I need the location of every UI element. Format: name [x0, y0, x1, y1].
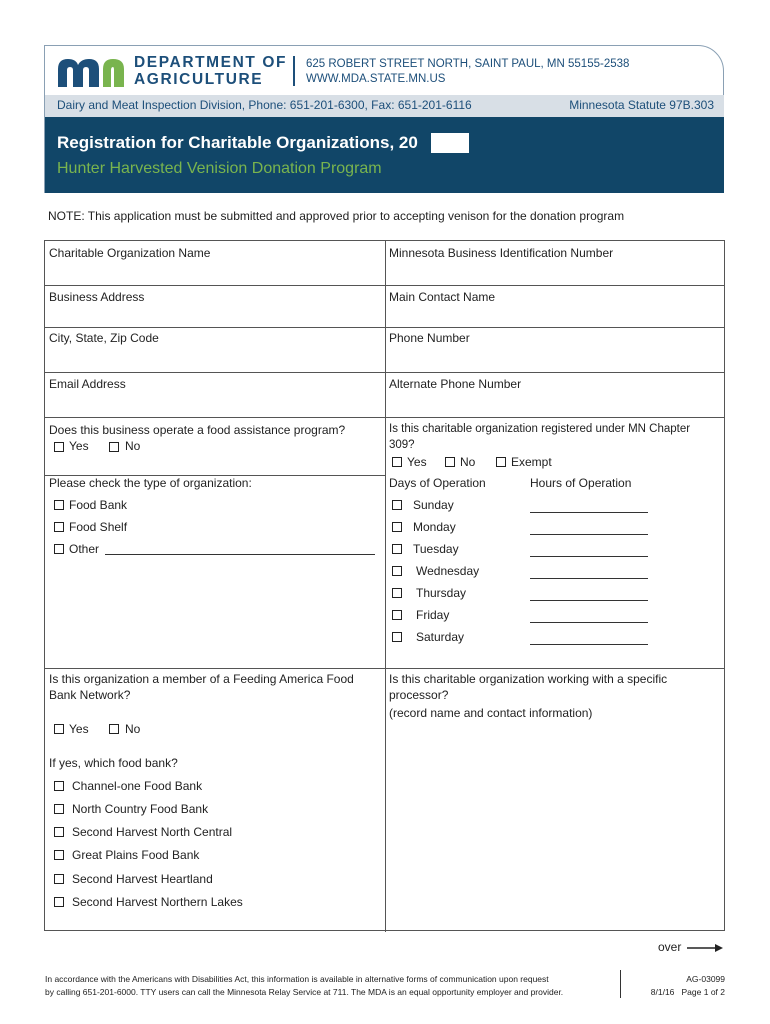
chapter-309-yes-checkbox[interactable] [392, 457, 402, 467]
which-food-bank-prompt: If yes, which food bank? [49, 756, 178, 770]
city-state-zip-label[interactable]: City, State, Zip Code [49, 331, 159, 345]
form-date: 8/1/16 [650, 987, 675, 997]
chapter-309-question-1: Is this charitable organization registered under MN Chapter [389, 423, 691, 435]
row-divider [45, 327, 724, 328]
chapter-309-question-2: 309? [389, 439, 415, 451]
channel-one-checkbox[interactable] [54, 781, 64, 791]
over-text: over [658, 940, 682, 954]
food-assistance-no-label: No [125, 439, 141, 453]
processor-question-1: Is this charitable organization working with a specific [389, 672, 668, 686]
monday-checkbox[interactable] [392, 522, 402, 532]
thursday-label: Thursday [416, 586, 467, 600]
processor-input-area[interactable] [386, 731, 723, 930]
food-assistance-yes-label: Yes [69, 439, 89, 453]
monday-label: Monday [413, 520, 456, 534]
email-label[interactable]: Email Address [49, 377, 126, 391]
great-plains-checkbox[interactable] [54, 850, 64, 860]
org-type-prompt: Please check the type of organization: [49, 476, 252, 490]
business-address-label[interactable]: Business Address [49, 290, 145, 304]
mn-business-id-label[interactable]: Minnesota Business Identification Number [389, 246, 614, 260]
monday-hours-line[interactable] [530, 534, 648, 535]
registration-form [44, 240, 725, 931]
page-number: Page 1 of 2 [681, 987, 725, 997]
header-address-block [306, 57, 629, 87]
tuesday-hours-line[interactable] [530, 556, 648, 557]
other-label: Other [69, 542, 100, 556]
submission-note: NOTE: This application must be submitted and approved prior to accepting venison for the donation program [48, 209, 625, 223]
thursday-checkbox[interactable] [392, 588, 402, 598]
division-info: Dairy and Meat Inspection Division, Phone: 651-201-6300, Fax: 651-201-6116 [57, 98, 472, 112]
hours-header: Hours of Operation [530, 476, 632, 490]
arrow-right-icon [687, 943, 723, 953]
title-banner [45, 117, 724, 193]
tuesday-checkbox[interactable] [392, 544, 402, 554]
saturday-hours-line[interactable] [530, 644, 648, 645]
second-harvest-northern-lakes-checkbox[interactable] [54, 897, 64, 907]
wednesday-hours-line[interactable] [530, 578, 648, 579]
chapter-309-no-checkbox[interactable] [445, 457, 455, 467]
year-field[interactable] [431, 133, 469, 153]
chapter-309-yes-label: Yes [407, 455, 427, 469]
form-meta [630, 973, 725, 999]
bank-option-label: Channel-one Food Bank [72, 779, 203, 793]
statute-ref: Minnesota Statute 97B.303 [569, 98, 714, 112]
ada-notice [45, 973, 563, 999]
header-divider [293, 56, 295, 86]
row-divider [45, 668, 724, 669]
wednesday-checkbox[interactable] [392, 566, 402, 576]
feeding-america-question-2: Bank Network? [49, 688, 131, 702]
second-harvest-heartland-checkbox[interactable] [54, 874, 64, 884]
website-link[interactable]: WWW.MDA.STATE.MN.US [306, 73, 446, 85]
chapter-309-exempt-checkbox[interactable] [496, 457, 506, 467]
saturday-checkbox[interactable] [392, 632, 402, 642]
department-name [134, 54, 287, 88]
food-assistance-no-checkbox[interactable] [109, 442, 119, 452]
bank-option-label: Second Harvest Heartland [72, 872, 213, 886]
food-bank-label: Food Bank [69, 498, 128, 512]
feeding-america-yes-label: Yes [69, 722, 89, 736]
org-name-label[interactable]: Charitable Organization Name [49, 246, 211, 260]
row-divider [45, 285, 724, 286]
street-address: 625 ROBERT STREET NORTH, SAINT PAUL, MN 55155-2538 [306, 58, 630, 70]
feeding-america-no-checkbox[interactable] [109, 724, 119, 734]
saturday-label: Saturday [416, 630, 465, 644]
friday-hours-line[interactable] [530, 622, 648, 623]
sunday-checkbox[interactable] [392, 500, 402, 510]
sunday-label: Sunday [413, 498, 454, 512]
thursday-hours-line[interactable] [530, 600, 648, 601]
food-shelf-label: Food Shelf [69, 520, 128, 534]
page-title: Registration for Charitable Organizations, 20 [57, 133, 418, 152]
footer-divider [620, 970, 621, 998]
ada-line-2: by calling 651-201-6000. TTY users can call the Minnesota Relay Service at 711. The MDA is an equal opportunity employer and provider. [45, 987, 564, 997]
days-header: Days of Operation [389, 476, 486, 490]
north-country-checkbox[interactable] [54, 804, 64, 814]
food-bank-checkbox[interactable] [54, 500, 64, 510]
feeding-america-no-label: No [125, 722, 141, 736]
main-contact-label[interactable]: Main Contact Name [389, 290, 496, 304]
feeding-america-question-1: Is this organization a member of a Feeding America Food [49, 672, 354, 686]
food-shelf-checkbox[interactable] [54, 522, 64, 532]
bank-option-label: Great Plains Food Bank [72, 848, 200, 862]
tuesday-label: Tuesday [413, 542, 459, 556]
food-assistance-question: Does this business operate a food assistance program? [49, 423, 346, 437]
program-subtitle: Hunter Harvested Venision Donation Program [57, 160, 382, 177]
mda-logo-icon [56, 55, 126, 89]
row-divider [45, 417, 724, 418]
bank-option-label: Second Harvest Northern Lakes [72, 895, 243, 909]
form-id: AG-03099 [686, 974, 725, 984]
friday-checkbox[interactable] [392, 610, 402, 620]
chapter-309-exempt-label: Exempt [511, 455, 552, 469]
processor-question-2: processor? [389, 688, 449, 702]
dept-line-1: DEPARTMENT OF [134, 54, 288, 71]
alt-phone-label[interactable]: Alternate Phone Number [389, 377, 522, 391]
dept-line-2: AGRICULTURE [134, 71, 264, 88]
ada-line-1: In accordance with the Americans with Disabilities Act, this information is available in alternative forms of communication upon request [45, 974, 549, 984]
sunday-hours-line[interactable] [530, 512, 648, 513]
processor-question-3: (record name and contact information) [389, 706, 593, 720]
wednesday-label: Wednesday [416, 564, 480, 578]
friday-label: Friday [416, 608, 450, 622]
bank-option-label: Second Harvest North Central [72, 825, 233, 839]
chapter-309-no-label: No [460, 455, 476, 469]
second-harvest-north-central-checkbox[interactable] [54, 827, 64, 837]
feeding-america-yes-checkbox[interactable] [54, 724, 64, 734]
phone-label[interactable]: Phone Number [389, 331, 470, 345]
bank-option-label: North Country Food Bank [72, 802, 209, 816]
food-assistance-yes-checkbox[interactable] [54, 442, 64, 452]
other-checkbox[interactable] [54, 544, 64, 554]
other-input-line[interactable] [105, 554, 375, 555]
row-divider [45, 372, 724, 373]
over-label [658, 940, 723, 954]
column-divider-top [385, 241, 386, 668]
